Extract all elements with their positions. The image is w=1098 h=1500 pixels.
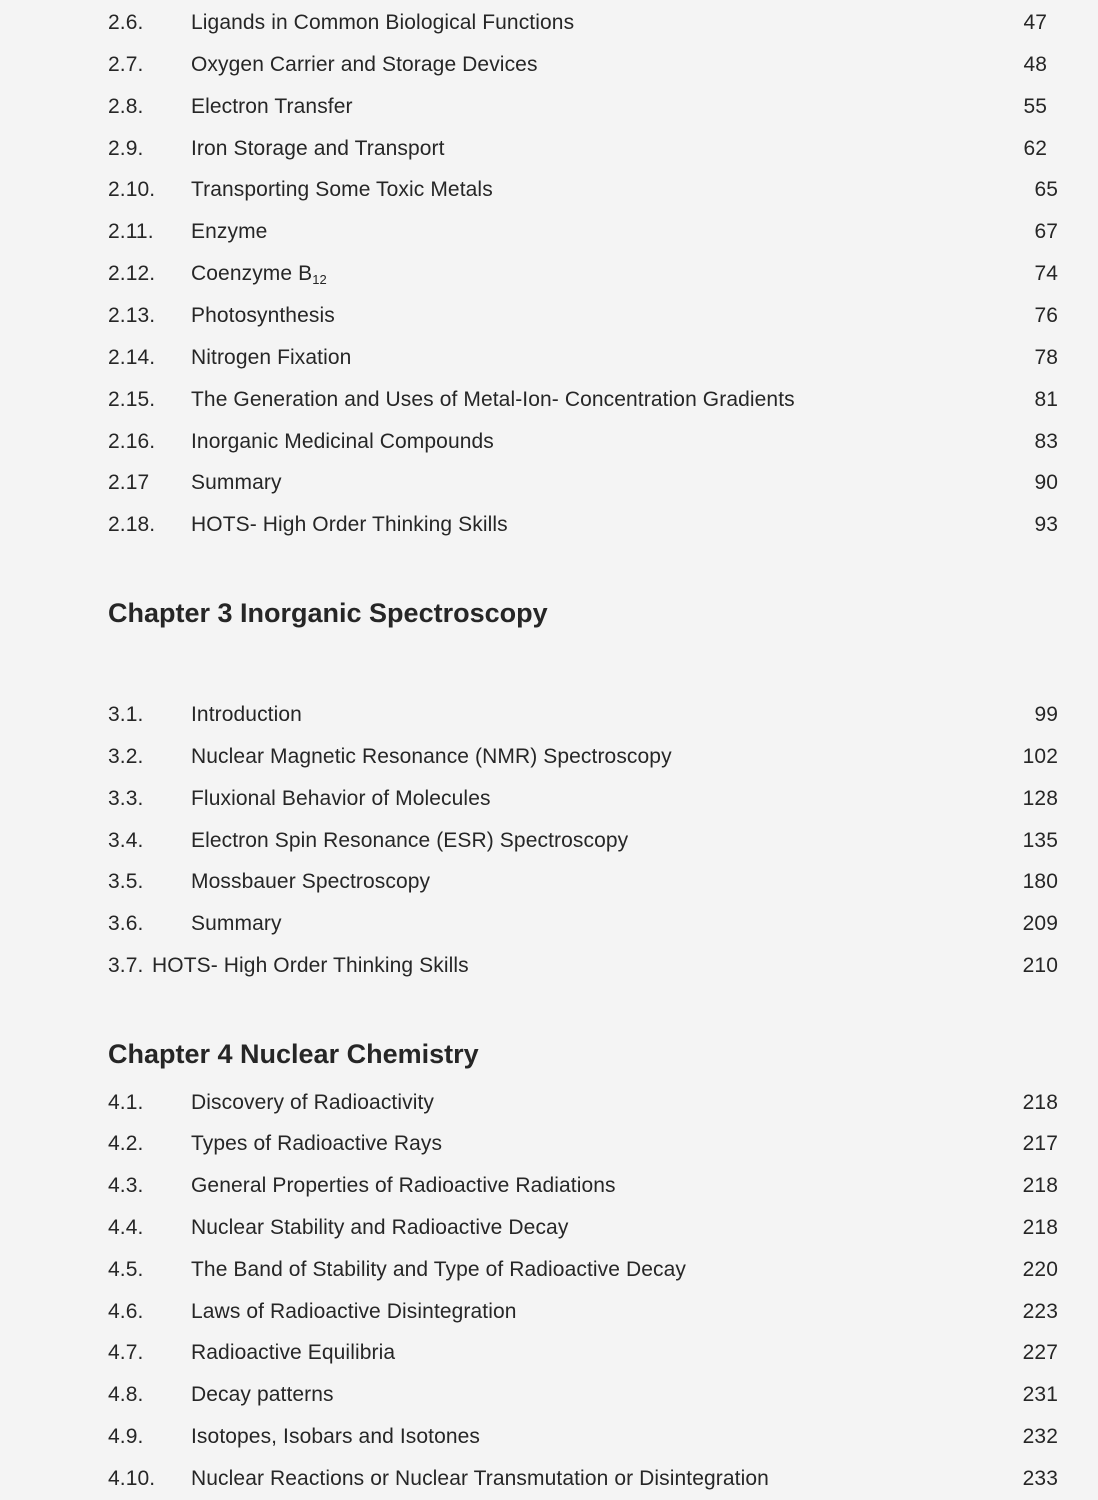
- page-number: 78: [1034, 346, 1058, 369]
- toc-entry[interactable]: [0, 1208, 1098, 1248]
- subscript: 12: [312, 272, 327, 287]
- page-number: 48: [1023, 53, 1047, 76]
- toc-entry[interactable]: [0, 737, 1098, 777]
- section-number: 4.7.: [108, 1341, 144, 1364]
- section-title: The Generation and Uses of Metal-Ion- Concentration Gradients: [191, 388, 795, 411]
- toc-entry[interactable]: [0, 129, 1098, 169]
- section-number: 4.9.: [108, 1425, 144, 1448]
- section-number: 4.6.: [108, 1300, 144, 1323]
- page-number: 218: [1022, 1216, 1058, 1239]
- section-title: Isotopes, Isobars and Isotones: [191, 1425, 481, 1448]
- page-number: 231: [1022, 1383, 1058, 1406]
- page-number: 218: [1022, 1091, 1058, 1114]
- page-number: 47: [1023, 11, 1047, 34]
- section-title: Mossbauer Spectroscopy: [191, 870, 431, 893]
- toc-entry[interactable]: [0, 296, 1098, 336]
- section-title: Ligands in Common Biological Functions: [191, 11, 575, 34]
- toc-entry[interactable]: [0, 45, 1098, 85]
- section-title: The Band of Stability and Type of Radioactive Decay: [191, 1258, 687, 1281]
- toc-entry[interactable]: [0, 3, 1098, 43]
- section-title: Nuclear Reactions or Nuclear Transmutation or Disintegration: [191, 1467, 769, 1490]
- section-number: 2.7.: [108, 53, 144, 76]
- page-number: 93: [1034, 513, 1058, 536]
- section-title: Summary: [191, 471, 282, 494]
- page-number: 83: [1034, 430, 1058, 453]
- toc-entry[interactable]: [0, 862, 1098, 902]
- section-number: 2.6.: [108, 11, 144, 34]
- section-title: Oxygen Carrier and Storage Devices: [191, 53, 538, 76]
- section-number: 2.12.: [108, 262, 156, 285]
- section-title: Nuclear Stability and Radioactive Decay: [191, 1216, 569, 1239]
- page-number: 81: [1034, 388, 1058, 411]
- section-title: Types of Radioactive Rays: [191, 1132, 443, 1155]
- section-number: 4.5.: [108, 1258, 144, 1281]
- toc-entry[interactable]: [0, 946, 1098, 986]
- section-number: 2.15.: [108, 388, 156, 411]
- section-number: 2.17: [108, 471, 150, 494]
- section-title: [191, 254, 327, 294]
- section-number: 3.2.: [108, 745, 144, 768]
- toc-entry[interactable]: [0, 1292, 1098, 1332]
- section-title: Laws of Radioactive Disintegration: [191, 1300, 517, 1323]
- section-number: 2.11.: [108, 220, 154, 243]
- section-number: 2.18.: [108, 513, 156, 536]
- section-number: 4.1.: [108, 1091, 144, 1114]
- section-number: 2.14.: [108, 346, 156, 369]
- page-number: 55: [1023, 95, 1047, 118]
- section-number: 2.16.: [108, 430, 156, 453]
- toc-entry[interactable]: [0, 1333, 1098, 1373]
- section-number: 2.8.: [108, 95, 144, 118]
- toc-entry[interactable]: [0, 87, 1098, 127]
- toc-entry[interactable]: [0, 1375, 1098, 1415]
- section-title: Inorganic Medicinal Compounds: [191, 430, 494, 453]
- toc-entry[interactable]: [0, 505, 1098, 545]
- section-title: HOTS- High Order Thinking Skills: [152, 954, 469, 977]
- page-number: 218: [1022, 1174, 1058, 1197]
- toc-entry[interactable]: [0, 1417, 1098, 1457]
- section-number: 2.9.: [108, 137, 144, 160]
- section-title: Electron Transfer: [191, 95, 353, 118]
- section-title: Fluxional Behavior of Molecules: [191, 787, 491, 810]
- toc-entry[interactable]: [0, 170, 1098, 210]
- section-number: 3.6.: [108, 912, 144, 935]
- section-number: 2.10.: [108, 178, 156, 201]
- page-number: 102: [1022, 745, 1058, 768]
- page-number: 128: [1022, 787, 1058, 810]
- page-number: 217: [1022, 1132, 1058, 1155]
- toc-entry[interactable]: [0, 212, 1098, 252]
- toc-entry[interactable]: [0, 380, 1098, 420]
- page-number: 67: [1034, 220, 1058, 243]
- section-title: Transporting Some Toxic Metals: [191, 178, 493, 201]
- section-title: Discovery of Radioactivity: [191, 1091, 435, 1114]
- page-number: 90: [1034, 471, 1058, 494]
- section-title: Photosynthesis: [191, 304, 335, 327]
- toc-entry[interactable]: [0, 695, 1098, 735]
- toc-entry[interactable]: [0, 1166, 1098, 1206]
- page-number: 209: [1022, 912, 1058, 935]
- page-number: 135: [1022, 829, 1058, 852]
- page-number: 232: [1022, 1425, 1058, 1448]
- page-number: 99: [1034, 703, 1058, 726]
- section-title-text: Coenzyme B: [191, 262, 313, 285]
- toc-entry[interactable]: [0, 821, 1098, 861]
- section-title: Introduction: [191, 703, 302, 726]
- section-title: HOTS- High Order Thinking Skills: [191, 513, 508, 536]
- section-title: Nitrogen Fixation: [191, 346, 352, 369]
- section-number: 3.3.: [108, 787, 144, 810]
- page-number: 74: [1034, 262, 1058, 285]
- toc-entry[interactable]: [0, 1250, 1098, 1290]
- section-title: Enzyme: [191, 220, 268, 243]
- toc-entry[interactable]: [0, 1459, 1098, 1499]
- page-number: 76: [1034, 304, 1058, 327]
- toc-entry[interactable]: [0, 254, 1098, 294]
- section-title: Decay patterns: [191, 1383, 334, 1406]
- section-title: Summary: [191, 912, 282, 935]
- section-number: 3.1.: [108, 703, 144, 726]
- toc-entry[interactable]: [0, 338, 1098, 378]
- section-title: Iron Storage and Transport: [191, 137, 445, 160]
- section-number: 4.8.: [108, 1383, 144, 1406]
- page-number: 220: [1022, 1258, 1058, 1281]
- toc-entry[interactable]: [0, 422, 1098, 462]
- section-title: General Properties of Radioactive Radiations: [191, 1174, 616, 1197]
- toc-entry[interactable]: [0, 779, 1098, 819]
- section-title: Electron Spin Resonance (ESR) Spectroscopy: [191, 829, 629, 852]
- toc-entry[interactable]: [0, 1124, 1098, 1164]
- page-number: 227: [1022, 1341, 1058, 1364]
- page-number: 65: [1034, 178, 1058, 201]
- page-number: 210: [1022, 954, 1058, 977]
- section-number: 4.10.: [108, 1467, 156, 1490]
- section-number: 4.3.: [108, 1174, 144, 1197]
- toc-entry[interactable]: [0, 463, 1098, 503]
- section-number: 3.5.: [108, 870, 144, 893]
- chapter-heading[interactable]: Chapter 3 Inorganic Spectroscopy: [108, 598, 548, 628]
- section-number: 3.7.: [108, 954, 144, 977]
- page-number: 223: [1022, 1300, 1058, 1323]
- section-title: Radioactive Equilibria: [191, 1341, 396, 1364]
- section-title: Nuclear Magnetic Resonance (NMR) Spectroscopy: [191, 745, 672, 768]
- section-number: 4.2.: [108, 1132, 144, 1155]
- page-number: 233: [1022, 1467, 1058, 1490]
- page-number: 62: [1023, 137, 1047, 160]
- section-number: 4.4.: [108, 1216, 144, 1239]
- toc-entry[interactable]: [0, 1083, 1098, 1123]
- chapter-heading[interactable]: Chapter 4 Nuclear Chemistry: [108, 1039, 479, 1069]
- section-number: 3.4.: [108, 829, 144, 852]
- page-number: 180: [1022, 870, 1058, 893]
- toc-entry[interactable]: [0, 904, 1098, 944]
- section-number: 2.13.: [108, 304, 156, 327]
